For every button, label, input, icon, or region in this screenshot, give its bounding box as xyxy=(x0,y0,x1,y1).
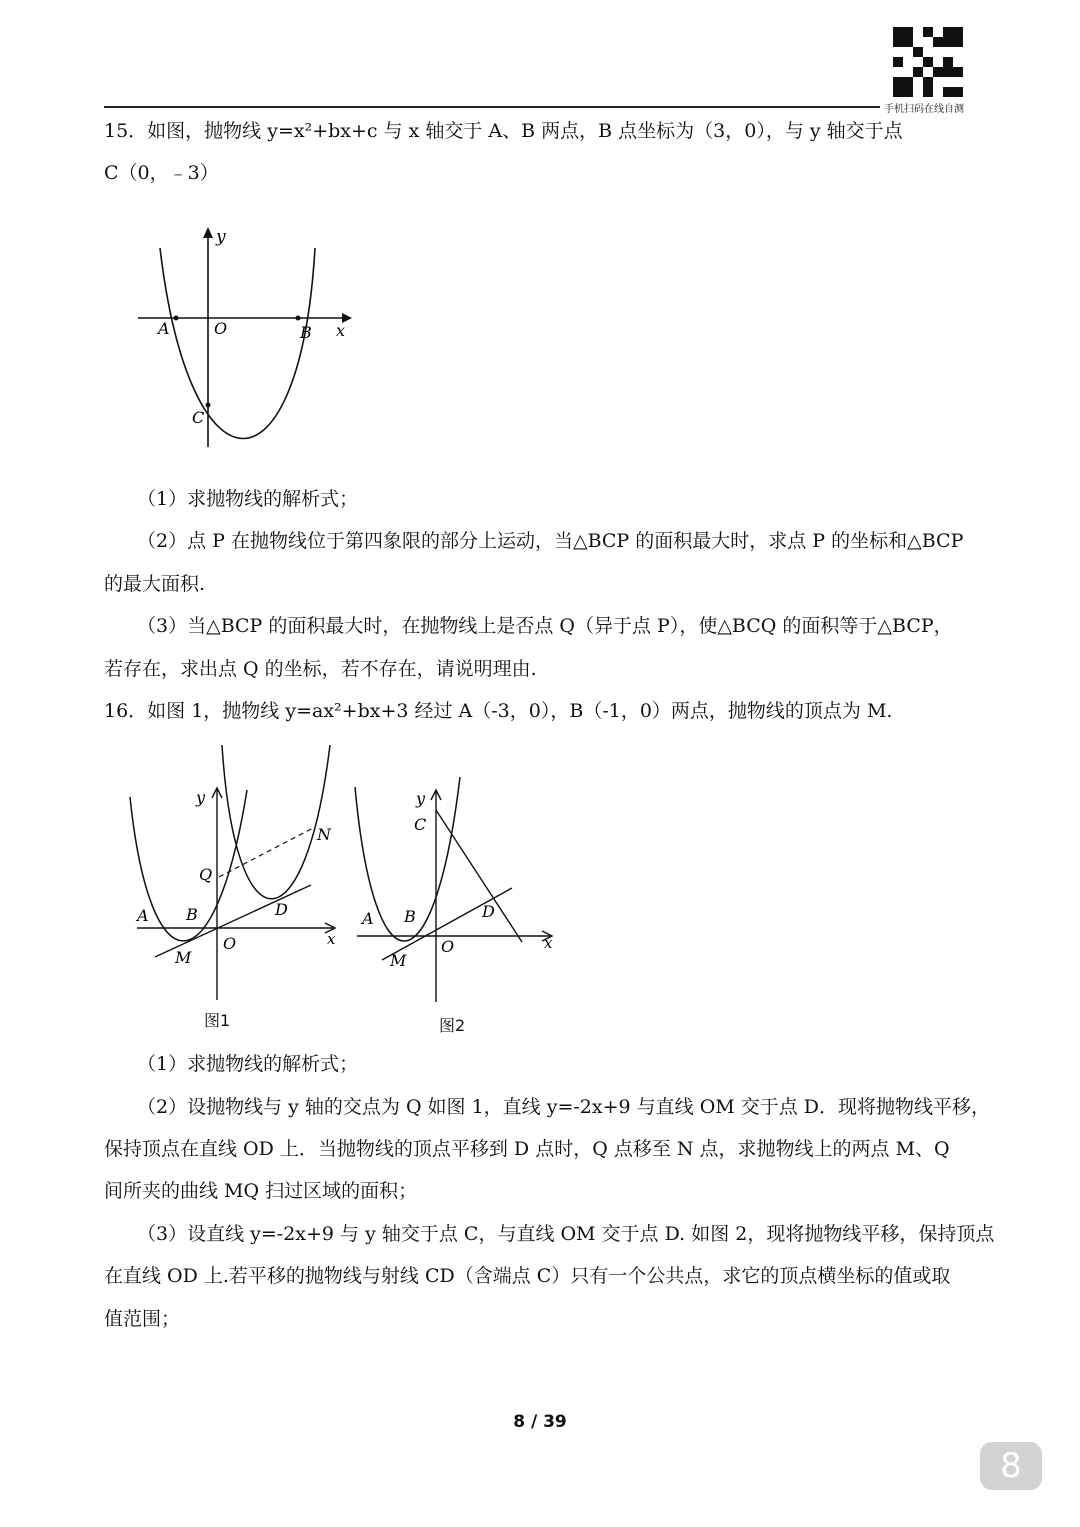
q16-part1: （1）求抛物线的解析式； xyxy=(137,1053,359,1075)
fig1-label-B: B xyxy=(186,905,198,924)
q15-parabola-figure xyxy=(130,222,370,447)
q16-part3-line3: 值范围； xyxy=(104,1308,181,1330)
fig2-label-y: y xyxy=(416,789,426,808)
fig1-label-A: A xyxy=(137,906,149,925)
q15-stem-line1: 15．如图，抛物线 y=x²+bx+c 与 x 轴交于 A、B 两点，B 点坐标为（3，0），与 y 轴交于点 xyxy=(104,120,903,142)
q15-label-x: x xyxy=(336,321,346,340)
fig1-label-N: N xyxy=(317,825,331,844)
q15-part2-line1: （2）点 P 在抛物线位于第四象限的部分上运动，当△BCP 的面积最大时，求点 P 的坐标和△BCP xyxy=(137,530,964,552)
q16-part2-line3: 间所夹的曲线 MQ 扫过区域的面积； xyxy=(104,1180,418,1202)
q16-part3-line1: （3）设直线 y=-2x+9 与 y 轴交于点 C，与直线 OM 交于点 D. 如图 2，现将抛物线平移，保持顶点 xyxy=(137,1223,995,1245)
fig1-label-Q: Q xyxy=(199,865,213,884)
header-divider xyxy=(104,106,880,108)
fig2-label-O: O xyxy=(441,937,455,956)
fig2-label-A: A xyxy=(362,909,374,928)
q16-part2-line1: （2）设抛物线与 y 轴的交点为 Q 如图 1，直线 y=-2x+9 与直线 OM 交于点 D．现将抛物线平移， xyxy=(137,1096,991,1118)
qr-code-icon xyxy=(893,27,963,97)
page-badge: 8 xyxy=(980,1442,1042,1490)
fig1-caption: 图1 xyxy=(204,1011,231,1030)
fig1-label-M: M xyxy=(175,948,192,967)
q15-label-A: A xyxy=(158,319,170,338)
fig2-label-B: B xyxy=(404,907,416,926)
q15-label-O: O xyxy=(214,319,228,338)
q15-point-B xyxy=(296,316,301,321)
q15-label-B: B xyxy=(300,323,312,342)
q15-label-y: y xyxy=(216,227,226,247)
fig1-label-O: O xyxy=(223,934,237,953)
q15-stem-line2: C（0，﹣3） xyxy=(104,162,219,184)
fig2-label-C: C xyxy=(414,815,427,834)
q15-part1: （1）求抛物线的解析式； xyxy=(137,488,359,510)
q15-part3-line2: 若存在，求出点 Q 的坐标，若不存在，请说明理由. xyxy=(104,658,537,680)
fig2-label-x: x xyxy=(544,934,553,952)
q16-part3-line2: 在直线 OD 上.若平移的抛物线与射线 CD（含端点 C）只有一个公共点，求它的顶点横坐标的值或取 xyxy=(104,1265,951,1287)
q15-parabola-curve xyxy=(160,248,315,439)
qr-caption: 手机扫码在线自测 xyxy=(884,104,964,115)
fig1-label-D: D xyxy=(275,900,288,919)
fig1-translated-parabola xyxy=(222,745,330,899)
q15-point-A xyxy=(174,316,179,321)
page-number: 8 / 39 xyxy=(513,1412,567,1432)
fig1-label-x: x xyxy=(327,930,336,948)
q15-label-C: C xyxy=(192,408,205,427)
fig1-label-y: y xyxy=(196,788,206,807)
q15-part2-line2: 的最大面积. xyxy=(104,573,206,595)
q15-point-C xyxy=(206,403,211,408)
q15-y-arrow xyxy=(203,227,213,238)
fig2-label-D: D xyxy=(482,902,495,921)
q16-figure-2 xyxy=(352,772,562,1004)
fig2-caption: 图2 xyxy=(439,1016,466,1035)
q16-stem-line1: 16．如图 1，抛物线 y=ax²+bx+3 经过 A（-3，0），B（-1，0）两点，抛物线的顶点为 M. xyxy=(104,700,893,722)
fig2-label-M: M xyxy=(390,951,407,970)
q16-part2-line2: 保持顶点在直线 OD 上．当抛物线的顶点平移到 D 点时，Q 点移至 N 点，求抛物线上的两点 M、Q xyxy=(104,1138,950,1160)
q16-figure-1 xyxy=(125,745,350,1005)
q15-part3-line1: （3）当△BCP 的面积最大时，在抛物线上是否点 Q（异于点 P），使△BCQ 的面积等于△BCP， xyxy=(137,615,953,637)
